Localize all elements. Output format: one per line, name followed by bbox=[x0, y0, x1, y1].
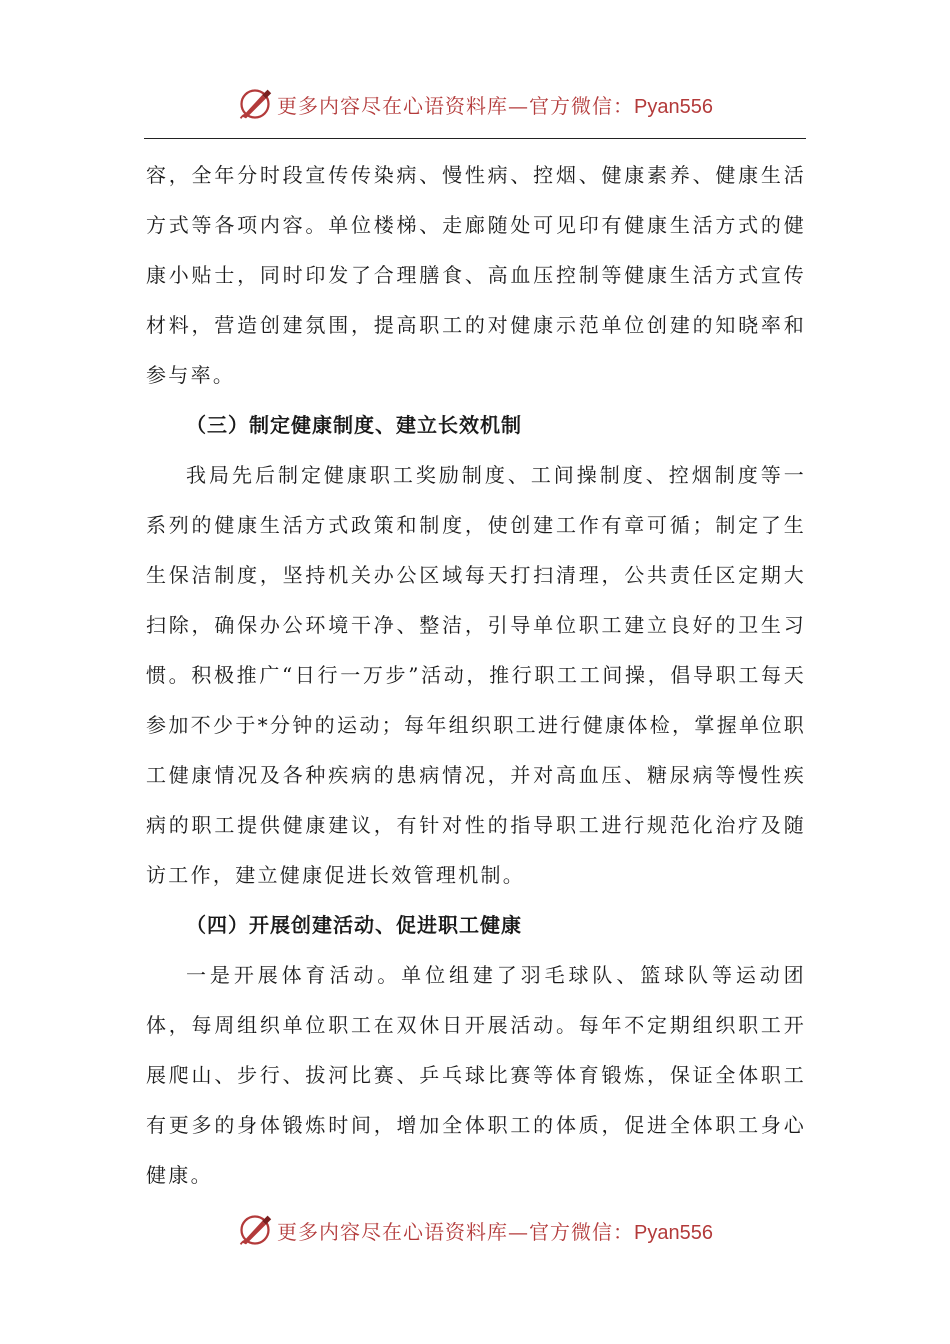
pen-logo-icon bbox=[237, 1212, 273, 1248]
header-banner-text bbox=[277, 90, 713, 119]
paragraph-health-system: 我局先后制定健康职工奖励制度、工间操制度、控烟制度等一系列的健康生活方式政策和制度，使创建工作有章可循；制定了生生保洁制度，坚持机关办公区域每天打扫清理，公共责任区定期大扫除，确保办公环境干净、整洁，引导单位职工建立良好的卫生习惯。积极推广“日行一万步”活动，推行职工工间操，倡导职工每天参加不少于*分钟的运动；每年组织职工进行健康体检，掌握单位职工健康情况及各种疾病的患病情况，并对高血压、糖尿病等慢性疾病的职工提供健康建议，有针对性的指导职工进行规范化治疗及随访工作，建立健康促进长效管理机制。 bbox=[146, 463, 806, 887]
header-banner-main: 更多内容尽在心语资料库—官方微信： bbox=[277, 93, 635, 118]
header-divider bbox=[144, 138, 806, 139]
paragraph-continued: 容，全年分时段宣传传染病、慢性病、控烟、健康素养、健康生活方式等各项内容。单位楼梯、走廊随处可见印有健康生活方式的健康小贴士，同时印发了合理膳食、高血压控制等健康生活方式宣传材料，营造创建氛围，提高职工的对健康示范单位创建的知晓率和参与率。 bbox=[146, 163, 806, 387]
pen-logo-icon bbox=[237, 86, 273, 122]
header-banner-id: Pyan556 bbox=[634, 95, 713, 118]
footer-banner-text bbox=[277, 1216, 713, 1245]
header-banner bbox=[0, 84, 950, 124]
footer-banner bbox=[0, 1210, 950, 1250]
section-heading-3: （三）制定健康制度、建立长效机制 bbox=[186, 413, 522, 437]
footer-banner-id: Pyan556 bbox=[634, 1221, 713, 1244]
paragraph-sports-activities: 一是开展体育活动。单位组建了羽毛球队、篮球队等运动团体，每周组织单位职工在双休日开展活动。每年不定期组织职工开展爬山、步行、拔河比赛、乒乓球比赛等体育锻炼，保证全体职工有更多的身体锻炼时间，增加全体职工的体质，促进全体职工身心健康。 bbox=[146, 963, 806, 1187]
footer-banner-main: 更多内容尽在心语资料库—官方微信： bbox=[277, 1219, 635, 1244]
document-body bbox=[146, 150, 806, 1200]
section-heading-4: （四）开展创建活动、促进职工健康 bbox=[186, 913, 522, 937]
